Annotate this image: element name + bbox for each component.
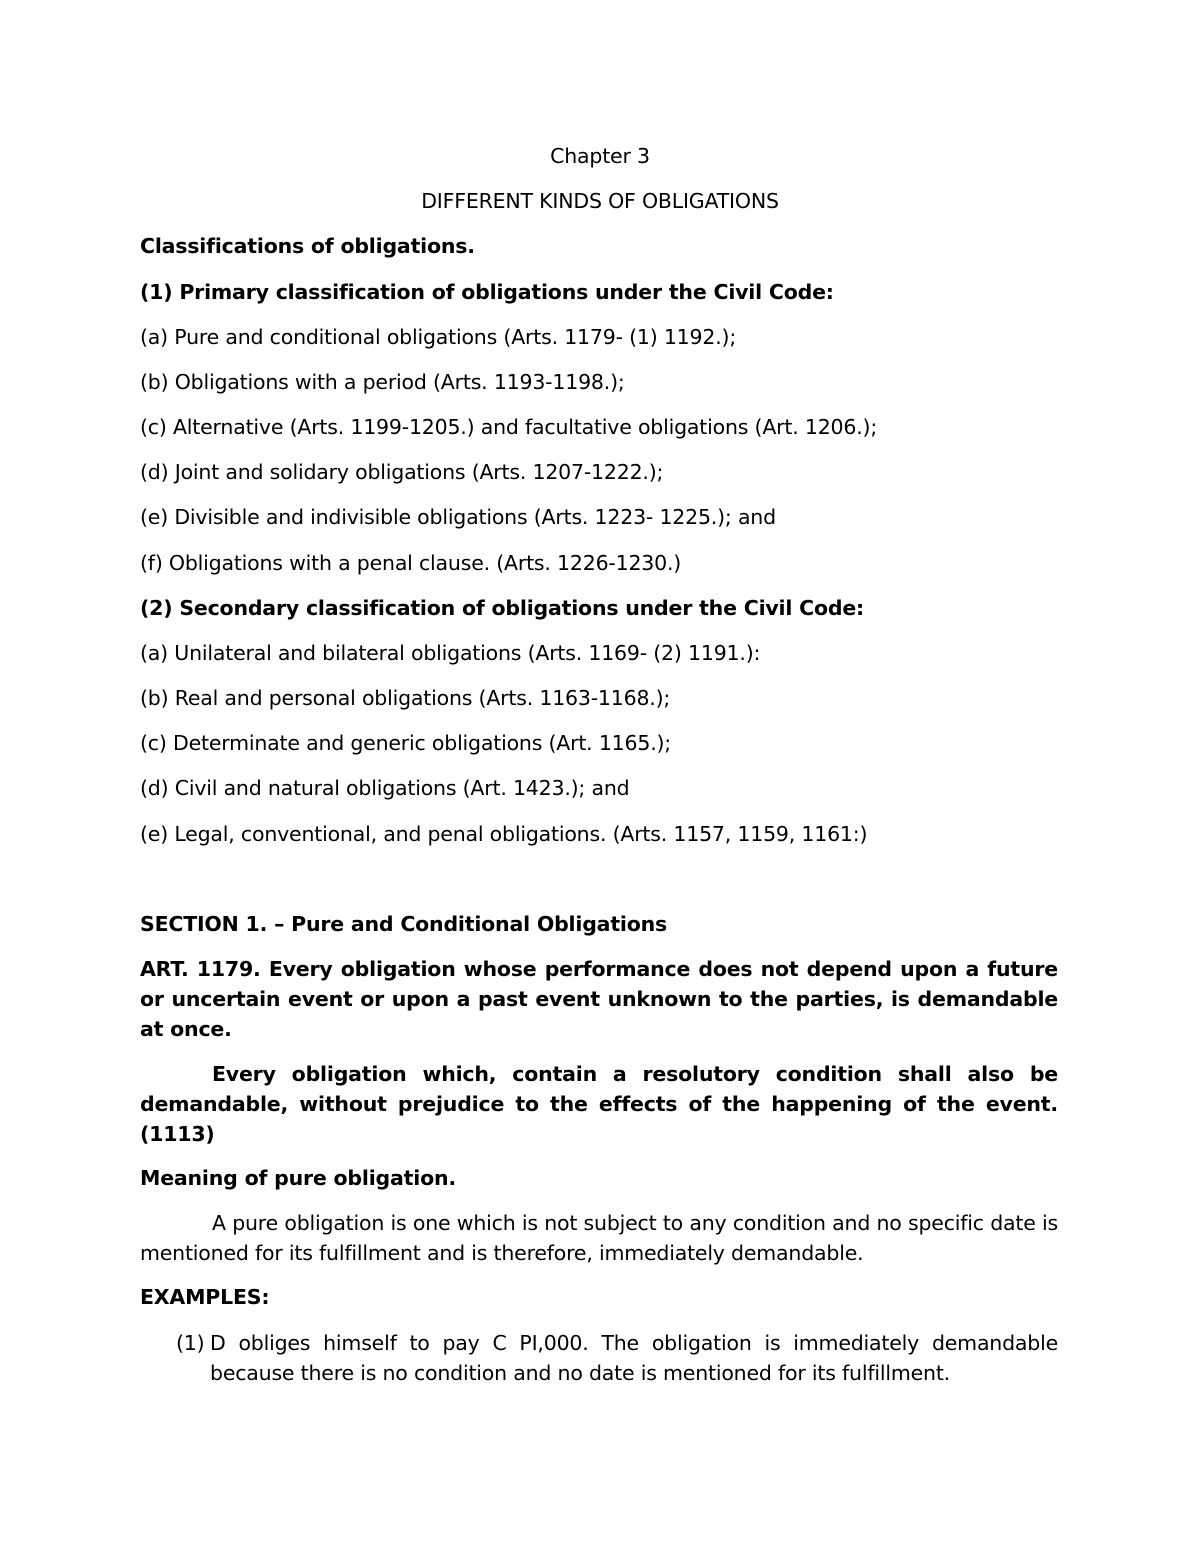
article-paragraph-continued: Every obligation which, contain a resolutory condition shall also be demandable, without prejudice to the effects of the happening of the event. (1113) [140,1062,1058,1146]
secondary-item: (b) Real and personal obligations (Arts. 1163-1168.); [140,686,671,710]
secondary-item: (a) Unilateral and bilateral obligations (Arts. 1169- (2) 1191.): [140,641,761,665]
primary-item: (a) Pure and conditional obligations (Arts. 1179- (1) 1192.); [140,325,737,349]
chapter-label: Chapter 3 [550,144,650,168]
secondary-item: (d) Civil and natural obligations (Art. 1423.); and [140,776,630,800]
primary-item: (c) Alternative (Arts. 1199-1205.) and facultative obligations (Art. 1206.); [140,415,878,439]
primary-heading: (1) Primary classification of obligations under the Civil Code: [140,280,834,304]
meaning-text: A pure obligation is one which is not subject to any condition and no specific date is mentioned for its fulfillment and is therefore, immediately demandable. [140,1211,1058,1265]
classifications-heading: Classifications of obligations. [140,234,475,258]
example-text: D obliges himself to pay C PI,000. The obligation is immediately demandable because there is no condition and no date is mentioned for its fulfillment. [210,1331,1058,1385]
examples-heading: EXAMPLES: [140,1285,270,1309]
secondary-item: (c) Determinate and generic obligations (Art. 1165.); [140,731,672,755]
meaning-heading: Meaning of pure obligation. [140,1166,456,1190]
example-number: (1) [176,1331,205,1355]
section-heading: SECTION 1. – Pure and Conditional Obligations [140,912,668,936]
chapter-title: DIFFERENT KINDS OF OBLIGATIONS [421,189,779,213]
primary-item: (d) Joint and solidary obligations (Arts. 1207-1222.); [140,460,664,484]
primary-item: (b) Obligations with a period (Arts. 1193-1198.); [140,370,625,394]
primary-item: (f) Obligations with a penal clause. (Arts. 1226-1230.) [140,551,682,575]
article-paragraph: ART. 1179. Every obligation whose performance does not depend upon a future or uncertain event or upon a past event unknown to the parties, is demandable at once. [140,957,1058,1041]
secondary-heading: (2) Secondary classification of obligations under the Civil Code: [140,596,865,620]
secondary-item: (e) Legal, conventional, and penal obligations. (Arts. 1157, 1159, 1161:) [140,822,868,846]
primary-item: (e) Divisible and indivisible obligations (Arts. 1223- 1225.); and [140,505,776,529]
